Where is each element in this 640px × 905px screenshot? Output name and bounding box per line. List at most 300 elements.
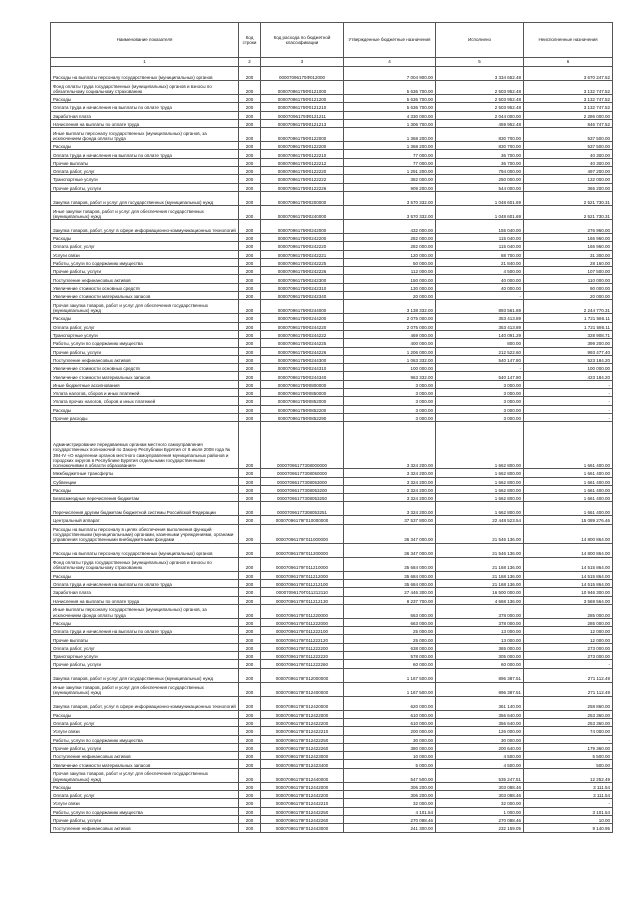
row-name: Увеличение стоимости материальных запасов: [51, 372, 239, 380]
row-name: Уплата налогов, сборов и иных платежей: [51, 389, 239, 397]
row-line-code: 200: [239, 81, 261, 95]
row-line-code: 200: [239, 219, 261, 233]
row-line-code: 200: [239, 300, 261, 314]
row-executed: 4 500.00: [436, 760, 524, 768]
table-row: [51, 660, 613, 668]
row-executed: 212 522.60: [436, 347, 524, 355]
row-executed: 3 334 652.48: [436, 67, 524, 81]
row-unexecuted: 132 000.00: [524, 175, 613, 183]
table-row: [51, 799, 613, 807]
row-name: Увеличение стоимости материальных запасов: [51, 760, 239, 768]
row-executed: -: [436, 364, 524, 372]
row-unexecuted: -: [524, 413, 613, 421]
row-name: Расходы: [51, 618, 239, 626]
row-name: Перечисления другим бюджетам бюджетной системы Российской Федерации: [51, 502, 239, 516]
table-row: [51, 205, 613, 219]
row-approved: 909 200.00: [344, 183, 436, 191]
row-executed: 88 700.00: [436, 250, 524, 258]
row-budget-code: 00007096177308053200: [261, 485, 344, 493]
table-row: [51, 485, 613, 493]
row-line-code: 200: [239, 111, 261, 119]
row-executed: 21 840.00: [436, 258, 524, 266]
row-line-code: 200: [239, 322, 261, 330]
row-unexecuted: 253 360.00: [524, 710, 613, 718]
row-line-code: 200: [239, 389, 261, 397]
row-executed: 126 000.00: [436, 727, 524, 735]
row-unexecuted: 15 089 276.46: [524, 516, 613, 524]
row-budget-code: 00007096175Ф0240000: [261, 205, 344, 219]
row-budget-code: 00007096175Ф0121000: [261, 81, 344, 95]
row-line-code: 200: [239, 339, 261, 347]
row-budget-code: 00007096179Г012422260: [261, 743, 344, 751]
row-approved: 27 446 300.00: [344, 588, 436, 596]
row-approved: 3 324 200.00: [344, 502, 436, 516]
row-unexecuted: 166 960.00: [524, 233, 613, 241]
row-executed: 21 168 136.00: [436, 571, 524, 579]
row-line-code: 200: [239, 710, 261, 718]
row-executed: 4 500.00: [436, 267, 524, 275]
row-approved: 2 075 000.00: [344, 322, 436, 330]
row-approved: 432 000.00: [344, 219, 436, 233]
row-line-code: 200: [239, 347, 261, 355]
row-budget-code: 00007096175Ф0122222: [261, 175, 344, 183]
row-budget-code: 00007096175Ф0122212: [261, 158, 344, 166]
row-unexecuted: 3 670 247.52: [524, 67, 613, 81]
row-line-code: 200: [239, 267, 261, 275]
row-name: Оплата труда и начисления на выплаты по оплате труда: [51, 627, 239, 635]
row-budget-code: 00007096175Ф0242221: [261, 250, 344, 258]
row-approved: 25 000.00: [344, 635, 436, 643]
row-approved: 60 000.00: [344, 660, 436, 668]
row-unexecuted: -: [524, 735, 613, 743]
row-name: Администрирование передаваемых органам местного самоуправления государственных полномочий по Закону Республики Бурятия от 8 июля 2008 года № 394-IV «О наделении органов местного самоуправления муниципальных районов и городских округов в Республике Бурятия отдельными государственными полномочиями в области образования»: [51, 422, 239, 469]
table-row: [51, 347, 613, 355]
row-budget-code: 00007096175Ф0244310: [261, 364, 344, 372]
row-line-code: 200: [239, 477, 261, 485]
row-unexecuted: 271 112.49: [524, 668, 613, 682]
row-executed: 21 168 136.00: [436, 557, 524, 571]
row-executed: 356 640.00: [436, 710, 524, 718]
row-budget-code: 00007096175Ф0852000: [261, 397, 344, 405]
table-row: [51, 579, 613, 587]
row-line-code: 200: [239, 242, 261, 250]
row-executed: 200 640.00: [436, 743, 524, 751]
row-line-code: 200: [239, 494, 261, 502]
row-name: Оплата труда и начисления на выплаты по оплате труда: [51, 103, 239, 111]
row-executed: 13 000.00: [436, 627, 524, 635]
row-unexecuted: 14 800 864.00: [524, 524, 613, 543]
row-line-code: 200: [239, 314, 261, 322]
row-budget-code: 00007096179Г012400000: [261, 682, 344, 696]
row-approved: 1 167 500.00: [344, 682, 436, 696]
row-budget-code: 00007096177308000000: [261, 422, 344, 469]
row-budget-code: 00007096179Г012442260: [261, 815, 344, 823]
row-line-code: 200: [239, 422, 261, 469]
row-executed: 305 000.00: [436, 652, 524, 660]
row-budget-code: 00007096175Ф0242225: [261, 258, 344, 266]
row-name: Оплата работ, услуг: [51, 718, 239, 726]
table-row: [51, 364, 613, 372]
table-row: [51, 643, 613, 651]
row-approved: 4 101.54: [344, 807, 436, 815]
row-unexecuted: 20 000.00: [524, 292, 613, 300]
header-unexecuted: Неисполненные назначения: [524, 23, 613, 58]
row-line-code: 200: [239, 397, 261, 405]
row-line-code: 200: [239, 502, 261, 516]
row-budget-code: 00007096175Ф0244220: [261, 322, 344, 330]
row-unexecuted: 3 132 747.52: [524, 95, 613, 103]
row-unexecuted: 271 112.49: [524, 682, 613, 696]
row-unexecuted: 1 721 586.11: [524, 314, 613, 322]
table-row: [51, 219, 613, 233]
row-approved: 282 000.00: [344, 233, 436, 241]
row-unexecuted: 166 960.00: [524, 242, 613, 250]
table-row: [51, 111, 613, 119]
row-name: Прочие работы, услуги: [51, 267, 239, 275]
row-line-code: 200: [239, 557, 261, 571]
row-approved: 50 000.00: [344, 258, 436, 266]
row-approved: 77 000.00: [344, 150, 436, 158]
row-name: Расходы на выплаты персоналу государственных (муниципальных) органов: [51, 67, 239, 81]
header-budget-code: Код расхода по бюджетной классификации: [261, 23, 344, 58]
row-executed: 115 040.00: [436, 233, 524, 241]
row-budget-code: 00007096179Г011212000: [261, 571, 344, 579]
row-unexecuted: 1 661 400.00: [524, 494, 613, 502]
row-approved: 3 138 332.00: [344, 300, 436, 314]
row-line-code: 200: [239, 380, 261, 388]
row-approved: 3 000.00: [344, 397, 436, 405]
row-approved: 20 000.00: [344, 292, 436, 300]
table-row: [51, 150, 613, 158]
row-name: Начисления на выплаты по оплате труда: [51, 596, 239, 604]
row-unexecuted: -: [524, 389, 613, 397]
row-budget-code: 00007096179Г011222220: [261, 652, 344, 660]
row-approved: 3 000.00: [344, 405, 436, 413]
row-approved: 382 000.00: [344, 175, 436, 183]
row-name: Заработная плата: [51, 111, 239, 119]
table-row: [51, 267, 613, 275]
row-budget-code: 00007096179Г012423400: [261, 760, 344, 768]
row-approved: 2 075 000.00: [344, 314, 436, 322]
row-approved: 200 000.00: [344, 727, 436, 735]
row-name: Иные выплаты персоналу государственных (муниципальных) органов, за исключением фонда оплаты труда: [51, 128, 239, 142]
row-approved: 3 324 200.00: [344, 469, 436, 477]
row-line-code: 200: [239, 782, 261, 790]
row-executed: 378 000.00: [436, 604, 524, 618]
row-executed: 353 413.89: [436, 322, 524, 330]
row-name: Поступление нефинансовых активов: [51, 752, 239, 760]
row-unexecuted: 423 184.20: [524, 372, 613, 380]
row-budget-code: 00007096179Г011220000: [261, 604, 344, 618]
row-name: Фонд оплаты труда государственных (муниципальных) органов и взносы по обязательному социальному страхованию: [51, 81, 239, 95]
row-unexecuted: 399 200.00: [524, 339, 613, 347]
table-row: [51, 233, 613, 241]
row-budget-code: 00007096175Ф0242310: [261, 283, 344, 291]
row-budget-code: 00007096175Ф0244340: [261, 372, 344, 380]
table-row: [51, 524, 613, 543]
row-line-code: 200: [239, 682, 261, 696]
row-unexecuted: 500.00: [524, 760, 613, 768]
row-line-code: 200: [239, 652, 261, 660]
row-budget-code: 00007096175Ф0244222: [261, 330, 344, 338]
row-executed: 356 640.00: [436, 718, 524, 726]
row-name: Поступление нефинансовых активов: [51, 824, 239, 832]
row-executed: 2 503 952.48: [436, 95, 524, 103]
table-row: [51, 727, 613, 735]
row-unexecuted: 74 000.00: [524, 727, 613, 735]
row-name: Работы, услуги по содержанию имущества: [51, 339, 239, 347]
row-line-code: 200: [239, 604, 261, 618]
column-number-row: [51, 58, 613, 67]
row-budget-code: 00007096175Ф0122226: [261, 183, 344, 191]
row-unexecuted: 3 132 747.52: [524, 81, 613, 95]
row-executed: 893 561.69: [436, 300, 524, 314]
table-row: [51, 502, 613, 516]
row-line-code: 200: [239, 485, 261, 493]
table-row: [51, 782, 613, 790]
row-approved: 35 684 000.00: [344, 557, 436, 571]
row-name: Расходы: [51, 95, 239, 103]
table-row: [51, 768, 613, 782]
row-budget-code: 00007096179Г011200000: [261, 543, 344, 557]
row-name: Закупка товаров, работ, услуг в сфере информационно-коммуникационных технологий: [51, 219, 239, 233]
row-name: Услуги связи: [51, 727, 239, 735]
header-approved: Утвержденные бюджетные назначения: [344, 23, 436, 58]
row-executed: 3 000.00: [436, 389, 524, 397]
row-approved: 663 000.00: [344, 618, 436, 626]
row-unexecuted: 258 860.00: [524, 696, 613, 710]
row-unexecuted: 100 000.00: [524, 364, 613, 372]
row-name: Расходы: [51, 710, 239, 718]
row-line-code: 200: [239, 413, 261, 421]
row-approved: 5 636 700.00: [344, 81, 436, 95]
row-name: Закупка товаров, работ и услуг для государственных (муниципальных) нужд: [51, 191, 239, 205]
row-budget-code: 00007096179Г011212100: [261, 579, 344, 587]
row-line-code: 200: [239, 205, 261, 219]
table-row: [51, 791, 613, 799]
row-executed: 2 044 000.00: [436, 111, 524, 119]
row-approved: 963 332.00: [344, 372, 436, 380]
column-number: 5: [436, 58, 524, 67]
row-approved: 100 000.00: [344, 364, 436, 372]
row-approved: 7 004 900.00: [344, 67, 436, 81]
row-line-code: 200: [239, 67, 261, 81]
row-executed: 21 546 136.00: [436, 543, 524, 557]
row-line-code: 200: [239, 824, 261, 832]
row-approved: 5 636 700.00: [344, 95, 436, 103]
row-executed: 1 662 800.00: [436, 485, 524, 493]
row-name: Иные закупки товаров, работ и услуг для обеспечения государственных (муниципальных) нужд: [51, 205, 239, 219]
row-executed: 794 000.00: [436, 167, 524, 175]
row-unexecuted: 1 661 400.00: [524, 502, 613, 516]
row-name: Работы, услуги по содержанию имущества: [51, 807, 239, 815]
row-unexecuted: 3 569 564.00: [524, 596, 613, 604]
row-budget-code: 00007096175Ф012000: [261, 67, 344, 81]
row-budget-code: 00007096175Ф0121211: [261, 111, 344, 119]
row-budget-code: 00007096175Ф0122000: [261, 128, 344, 142]
row-budget-code: 00007096179Г011222200: [261, 643, 344, 651]
row-unexecuted: 28 160.00: [524, 258, 613, 266]
row-unexecuted: 10.00: [524, 815, 613, 823]
row-name: Работы, услуги по содержанию имущества: [51, 258, 239, 266]
row-budget-code: 00007096179Г011222260: [261, 660, 344, 668]
row-budget-code: 00007096179Г011212130: [261, 596, 344, 604]
row-budget-code: 00007096179Г012443000: [261, 824, 344, 832]
table-row: [51, 339, 613, 347]
row-name: Уплата прочих налогов, сборов и иных платежей: [51, 397, 239, 405]
row-budget-code: 00007096175Ф0244200: [261, 314, 344, 322]
row-name: Оплата работ, услуг: [51, 643, 239, 651]
row-name: Транспортные услуги: [51, 330, 239, 338]
row-name: Прочая закупка товаров, работ и услуг для обеспечения государственных (муниципальных) нужд: [51, 300, 239, 314]
table-row: [51, 355, 613, 363]
row-name: Услуги связи: [51, 250, 239, 258]
table-row: [51, 397, 613, 405]
row-executed: 1 000.00: [436, 807, 524, 815]
row-approved: 10 000.00: [344, 752, 436, 760]
row-approved: 380 000.00: [344, 743, 436, 751]
row-unexecuted: -: [524, 799, 613, 807]
row-approved: 5 636 700.00: [344, 103, 436, 111]
table-row: [51, 604, 613, 618]
row-name: Поступление нефинансовых активов: [51, 355, 239, 363]
row-name: Иные закупки товаров, работ и услуг для обеспечения государственных (муниципальных) нужд: [51, 682, 239, 696]
table-row: [51, 682, 613, 696]
row-name: Оплата работ, услуг: [51, 791, 239, 799]
row-executed: 21 168 136.00: [436, 579, 524, 587]
row-line-code: 200: [239, 807, 261, 815]
row-line-code: 200: [239, 524, 261, 543]
table-row: [51, 183, 613, 191]
row-approved: 3 000.00: [344, 389, 436, 397]
row-budget-code: 00007096175Ф0852200: [261, 405, 344, 413]
row-unexecuted: 993 477.40: [524, 347, 613, 355]
row-line-code: 200: [239, 372, 261, 380]
column-number: 3: [261, 58, 344, 67]
row-approved: 25 000.00: [344, 627, 436, 635]
table-row: [51, 322, 613, 330]
row-line-code: 200: [239, 627, 261, 635]
row-name: Расходы: [51, 571, 239, 579]
row-approved: 1 167 500.00: [344, 668, 436, 682]
table-row: [51, 314, 613, 322]
row-line-code: 200: [239, 95, 261, 103]
row-budget-code: 00007096179Г011210000: [261, 557, 344, 571]
row-budget-code: 00007096175Ф0242340: [261, 292, 344, 300]
row-budget-code: 00007096179Г011212110: [261, 588, 344, 596]
row-unexecuted: 1 721 586.11: [524, 322, 613, 330]
row-executed: 1 662 800.00: [436, 469, 524, 477]
row-unexecuted: 365 200.00: [524, 183, 613, 191]
row-approved: 3 324 200.00: [344, 422, 436, 469]
row-name: Расходы: [51, 485, 239, 493]
table-row: [51, 494, 613, 502]
row-budget-code: 00007096177308053000: [261, 477, 344, 485]
row-budget-code: 00007096179Г011222000: [261, 618, 344, 626]
table-row: [51, 635, 613, 643]
row-executed: 303 088.46: [436, 782, 524, 790]
row-executed: 540 147.80: [436, 355, 524, 363]
row-unexecuted: 276 960.00: [524, 219, 613, 233]
table-row: [51, 283, 613, 291]
row-approved: 5 000.00: [344, 760, 436, 768]
row-budget-code: 00007096175Ф0244300: [261, 355, 344, 363]
row-executed: 36 700.00: [436, 150, 524, 158]
row-line-code: 200: [239, 355, 261, 363]
row-approved: 36 347 000.00: [344, 543, 436, 557]
row-executed: 40 000.00: [436, 283, 524, 291]
column-number: 6: [524, 58, 613, 67]
row-unexecuted: 3 111.54: [524, 791, 613, 799]
table-header-row: [51, 23, 613, 58]
row-unexecuted: 2 244 770.31: [524, 300, 613, 314]
row-name: Транспортные услуги: [51, 652, 239, 660]
row-budget-code: 00007096179Г011000000: [261, 524, 344, 543]
row-executed: 3 000.00: [436, 413, 524, 421]
table-row: [51, 275, 613, 283]
row-name: Расходы на выплаты персоналу в целях обеспечения выполнения функций государственными (муниципальными) органами, казенными учреждениями, органами управления государственными внебюджетными фондами: [51, 524, 239, 543]
row-executed: 303 088.46: [436, 791, 524, 799]
row-unexecuted: 273 000.00: [524, 643, 613, 651]
row-unexecuted: 497 200.00: [524, 167, 613, 175]
row-name: Межбюджетные трансферты: [51, 469, 239, 477]
row-unexecuted: 273 000.00: [524, 652, 613, 660]
row-executed: 30 000.00: [436, 735, 524, 743]
row-unexecuted: 9 140.95: [524, 824, 613, 832]
row-unexecuted: 523 184.20: [524, 355, 613, 363]
row-unexecuted: 14 515 864.00: [524, 571, 613, 579]
row-approved: 241 300.00: [344, 824, 436, 832]
row-executed: 2 503 952.48: [436, 103, 524, 111]
row-unexecuted: 285 000.00: [524, 618, 613, 626]
row-line-code: 200: [239, 142, 261, 150]
row-name: Расходы: [51, 314, 239, 322]
row-unexecuted: 253 360.00: [524, 718, 613, 726]
row-executed: 1 048 601.69: [436, 205, 524, 219]
row-executed: 16 500 000.00: [436, 588, 524, 596]
column-number: 1: [51, 58, 239, 67]
table-row: [51, 422, 613, 469]
table-row: [51, 710, 613, 718]
row-name: Фонд оплаты труда государственных (муниципальных) органов и взносы по обязательному социальному страхованию: [51, 557, 239, 571]
row-budget-code: 00007096175Ф0852290: [261, 413, 344, 421]
table-row: [51, 389, 613, 397]
row-name: Увеличение стоимости материальных запасов: [51, 292, 239, 300]
row-line-code: 200: [239, 233, 261, 241]
row-line-code: 200: [239, 364, 261, 372]
row-approved: 3 570 332.00: [344, 191, 436, 205]
row-executed: 4 668 136.00: [436, 596, 524, 604]
table-row: [51, 735, 613, 743]
row-approved: 3 324 200.00: [344, 477, 436, 485]
row-budget-code: 00007096179Г012422200: [261, 718, 344, 726]
row-executed: 2 503 952.48: [436, 81, 524, 95]
row-line-code: 200: [239, 330, 261, 338]
row-approved: 282 000.00: [344, 242, 436, 250]
row-name: Начисления на выплаты по оплате труда: [51, 119, 239, 127]
row-name: Оплата работ, услуг: [51, 167, 239, 175]
header-executed: Исполнено: [436, 23, 524, 58]
table-row: [51, 167, 613, 175]
row-budget-code: 00007096175Ф0242226: [261, 267, 344, 275]
row-name: Прочие работы, услуги: [51, 660, 239, 668]
row-approved: 150 000.00: [344, 275, 436, 283]
row-executed: 232 159.05: [436, 824, 524, 832]
row-executed: 800.00: [436, 339, 524, 347]
column-number: 4: [344, 58, 436, 67]
row-budget-code: 00007096179Г010000000: [261, 516, 344, 524]
row-unexecuted: 1 661 400.00: [524, 485, 613, 493]
